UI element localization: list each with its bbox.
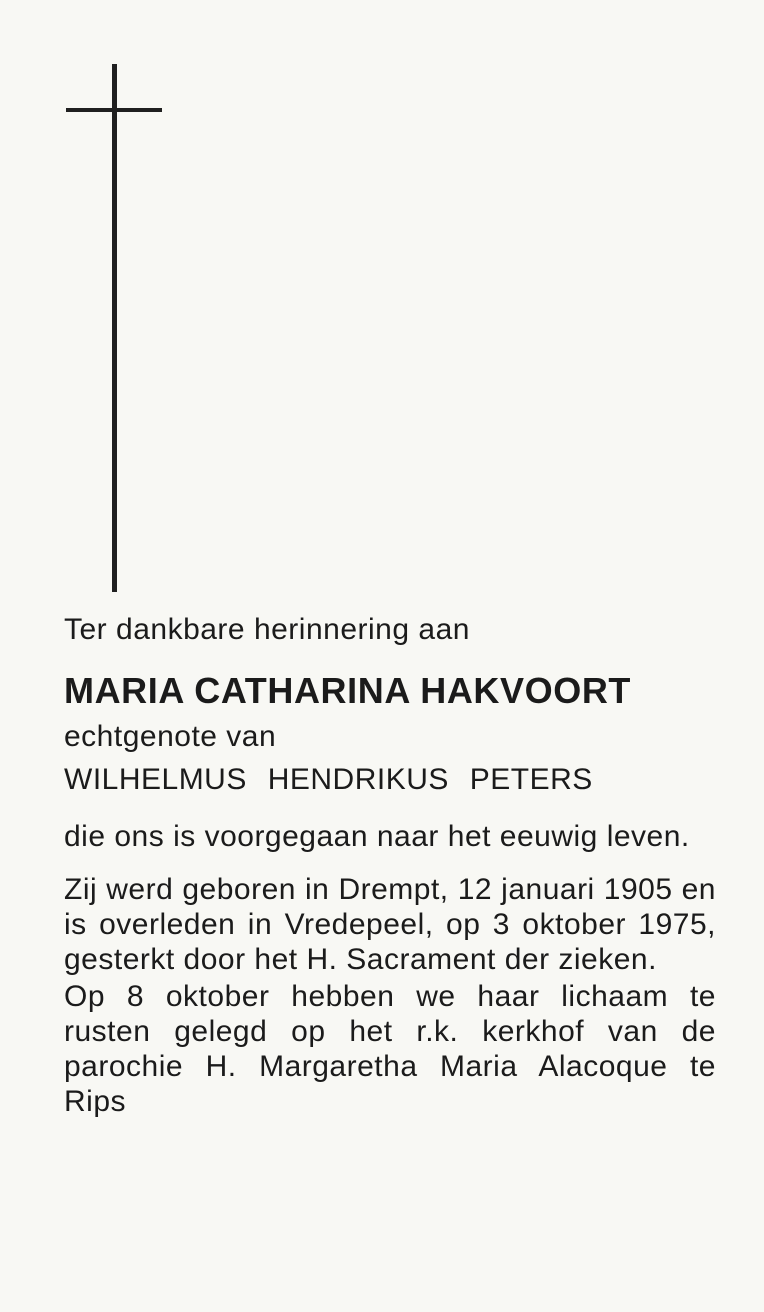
cross-icon-vertical bbox=[112, 64, 117, 592]
intro-line: Ter dankbare herinnering aan bbox=[64, 613, 470, 646]
birth-death-text: Zij werd geboren in Drempt, 12 januari 1905 en is overleden in Vredepeel, op 3 oktober 1975, gesterkt door het H. Sacrament der zieken. bbox=[64, 873, 716, 976]
burial-text: Op 8 oktober hebben we haar lichaam te rusten gelegd op het r.k. kerkhof van de parochie H. Margaretha Maria Alacoque te Rips bbox=[64, 980, 716, 1118]
cross-icon-horizontal bbox=[66, 108, 162, 112]
spouse-label: echtgenote van bbox=[64, 720, 277, 753]
card-text bbox=[64, 612, 716, 1119]
passage-text: die ons is voorgegaan naar het eeuwig leven. bbox=[64, 820, 690, 853]
deceased-name: MARIA CATHARINA HAKVOORT bbox=[64, 670, 632, 711]
spouse-name: WILHELMUS HENDRIKUS PETERS bbox=[64, 763, 593, 796]
